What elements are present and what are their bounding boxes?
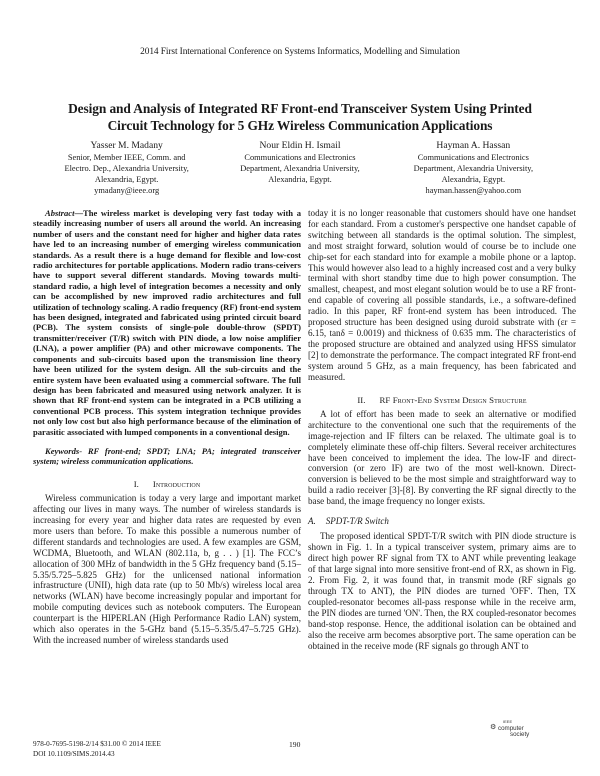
subsection-title: SPDT-T/R Switch xyxy=(325,516,389,527)
design-paragraph: A lot of effort has been made to seek an alternative or modified architecture to the conventional one such that the requirements of the image-rejection and IF filters can be relaxed. The ultimate goal is to completely eliminate these off-chip filters. Several receiver architectures have been conceived to implement the idea. The low-IF and direct-conversion (or zero IF) are two of the most well-known. Direct-conversion is believed to be the most simple and straightforward way to build a radio receiver [3]-[8]. By converting the RF signal directly to the base band, the image frequency no longer exists. xyxy=(308,408,576,507)
keywords-label: Keywords- xyxy=(45,445,83,456)
section-number: II. xyxy=(357,394,366,405)
abstract-text: The wireless market is developing very fast today with a steadily increasing number of users all around the world. An increasing number of users and the constant need for higher and higher data rates have led to an increasing number of emerging wireless communication standards. As a result there is a huge demand for flexible and low-cost radio architectures for portable applications. Modern radio trans-ceivers have to support several different standards. Moving towards multi-standard radio, a high level of integration becomes a necessity and only can be accomplished by new improved radio architectures and full utilization of technology scaling. A radio frequency (RF) front-end system has been designed, integrated and fabricated using printed circuit board (PCB). The system consists of single-pole double-throw (SPDT) transmitter/receiver (T/R) switch with PIN diode, a low noise amplifier (LNA), a power amplifier (PA) and other microwave components. The components and sub-circuits based upon the transmission line theory have been utilized for the system design. All the sub-circuits and the entire system have been evaluated using a commercial software. The full design has been fabricated and measured using network analyzer. It is shown that RF front-end system can be integrated in a PCB utilizing a conventional PCB process. This system integration technique provides not only low cost but also high performance because of the elimination of parasitic associated with lumped components in a conventional design. xyxy=(33,208,301,437)
footer-copyright xyxy=(33,740,161,759)
footer-isbn: 978-0-7695-5198-2/14 $31.00 © 2014 IEEE xyxy=(33,740,161,748)
section-number: I. xyxy=(133,478,139,489)
author-affiliation: Alexandria, Egypt. xyxy=(268,175,332,184)
author-affiliation: Department, Alexandria University, xyxy=(413,164,534,173)
section-heading-design xyxy=(308,395,576,405)
author-affiliation: Department, Alexandria University, xyxy=(240,164,360,173)
author-affiliation: Electro. Dep., Alexandria University, xyxy=(64,164,189,173)
section-heading-introduction xyxy=(33,479,301,489)
section-title: Introduction xyxy=(152,478,201,489)
section-title: RF Front-End System Design Structure xyxy=(379,394,527,405)
logo-word-society: society xyxy=(510,731,530,738)
footer-doi: DOI 10.1109/SIMS.2014.43 xyxy=(33,749,115,758)
abstract xyxy=(33,208,301,437)
keywords-text: RF front-end; SPDT; LNA; PA; integrated transceiver system; wireless communication applications. xyxy=(33,445,301,467)
left-column xyxy=(33,208,301,646)
author-affiliation: Communications and Electronics xyxy=(417,153,529,162)
author-block xyxy=(40,140,560,196)
author-name: Yasser M. Madany xyxy=(90,140,163,151)
author-name: Hayman A. Hassan xyxy=(436,140,511,151)
author-3 xyxy=(387,140,560,196)
subsection-number: A. xyxy=(308,516,316,527)
author-email[interactable]: ymadany@ieee.org xyxy=(94,186,160,195)
author-affiliation: Alexandria, Egypt. xyxy=(94,175,159,184)
paper-title-line-1: Design and Analysis of Integrated RF Front-end Transceiver System Using Printed xyxy=(68,101,532,116)
paper-title-line-2: Circuit Technology for 5 GHz Wireless Communication Applications xyxy=(107,118,493,133)
abstract-label: Abstract xyxy=(45,208,75,218)
computer-society-logo xyxy=(490,719,560,745)
author-name: Nour Eldin H. Ismail xyxy=(259,140,341,151)
keywords xyxy=(33,446,301,467)
author-2 xyxy=(213,140,386,196)
intro-paragraph: Wireless communication is today a very large and important market affecting our lives in many ways. The number of wireless standards is increasing for every year and higher data rates are requested by even more users than before. To make this possible a numerous number of different standards and technologies are used. A few examples are GSM, WCDMA, Bluetooth, and WLAN (802.11a, b, g . . ) [1]. The FCC’s allocation of 300 MHz of bandwidth in the 5 GHz frequency band (5.15–5.35/5.725–5.825 GHz) for the unlicensed national information infrastructure (UNII), high data rate (up to 50 Mb/s) wireless local area networks (WLAN) have become increasingly popular and important for mobile computing devices such as notebook computers. The European counterpart is the HIPERLAN (High Performance Radio LAN) system, which also operates in the 5-GHz band (5.15–5.35/5.47–5.725 GHz). With the increased number of wireless standards used xyxy=(33,493,301,645)
intro-paragraph-continued: today it is no longer reasonable that customers should have one handset for each standard. From a customer's perspective one handset capable of switching between all standards is the optimal solution. The simplest, and most straight forward, solution would of course be to include one chip-set for each standard into for example a mobile phone or a laptop. This would however also lead to a highly increased cost and a very bulky terminal with short standby time due to high power consumption. The smallest, cheapest, and most elegant solution would be to use a RF front-end capable of covering all possible standards, i.e., a software-defined radio. In this paper, RF front-end system has been introduced. The proposed structure has been designed using duroid substrate with (εr = 6.15, tanδ = 0.0019) and thickness of 0.635 mm. The characteristics of the proposed structure are obtained and analyzed using HFSS simulator [2] to demonstrate the performance. The compact integrated RF front-end system around 5 GHz, as a main frequency, has been fabricated and measured. xyxy=(308,208,576,382)
gear-icon: ⚙ xyxy=(490,724,497,731)
right-column xyxy=(308,208,576,651)
author-affiliation: Communications and Electronics xyxy=(244,153,356,162)
page-number: 190 xyxy=(289,740,301,749)
abstract-dash: — xyxy=(74,208,83,218)
author-1 xyxy=(40,140,213,196)
author-email[interactable]: hayman.hassen@yahoo.com xyxy=(425,186,522,195)
spdt-paragraph: The proposed identical SPDT-T/R switch with PIN diode structure is shown in Fig. 1. In a typical transceiver system, primary aims are to direct high power RF signal from TX to ANT while preventing leakage of that large signal into more sensitive front-end of RX, as shown in Fig. 2. From Fig. 2, it was found that, in transmit mode (RF signals go through TX to ANT), the PIN diodes are turned 'OFF'. Then, TX coupled-resonator becomes all-pass response while in the receive arm, the PIN diodes are turned 'ON'. Then, the RX coupled-resonator becomes band-stop response. Hence, the additional isolation can be obtained and also the receive arm becomes absorptive port. The same operation can be obtained in the receive mode (RF signals go through ANT to xyxy=(308,531,576,651)
subsection-heading-spdt xyxy=(308,516,576,526)
logo-word-computer: computer xyxy=(498,725,524,732)
author-affiliation: Alexandria, Egypt. xyxy=(441,175,506,184)
conference-header: 2014 First International Conference on Systems Informatics, Modelling and Simulation xyxy=(140,47,460,57)
ieee-label: IEEE xyxy=(503,719,513,724)
author-affiliation: Senior, Member IEEE, Comm. and xyxy=(67,153,186,162)
paper-title xyxy=(40,100,560,134)
